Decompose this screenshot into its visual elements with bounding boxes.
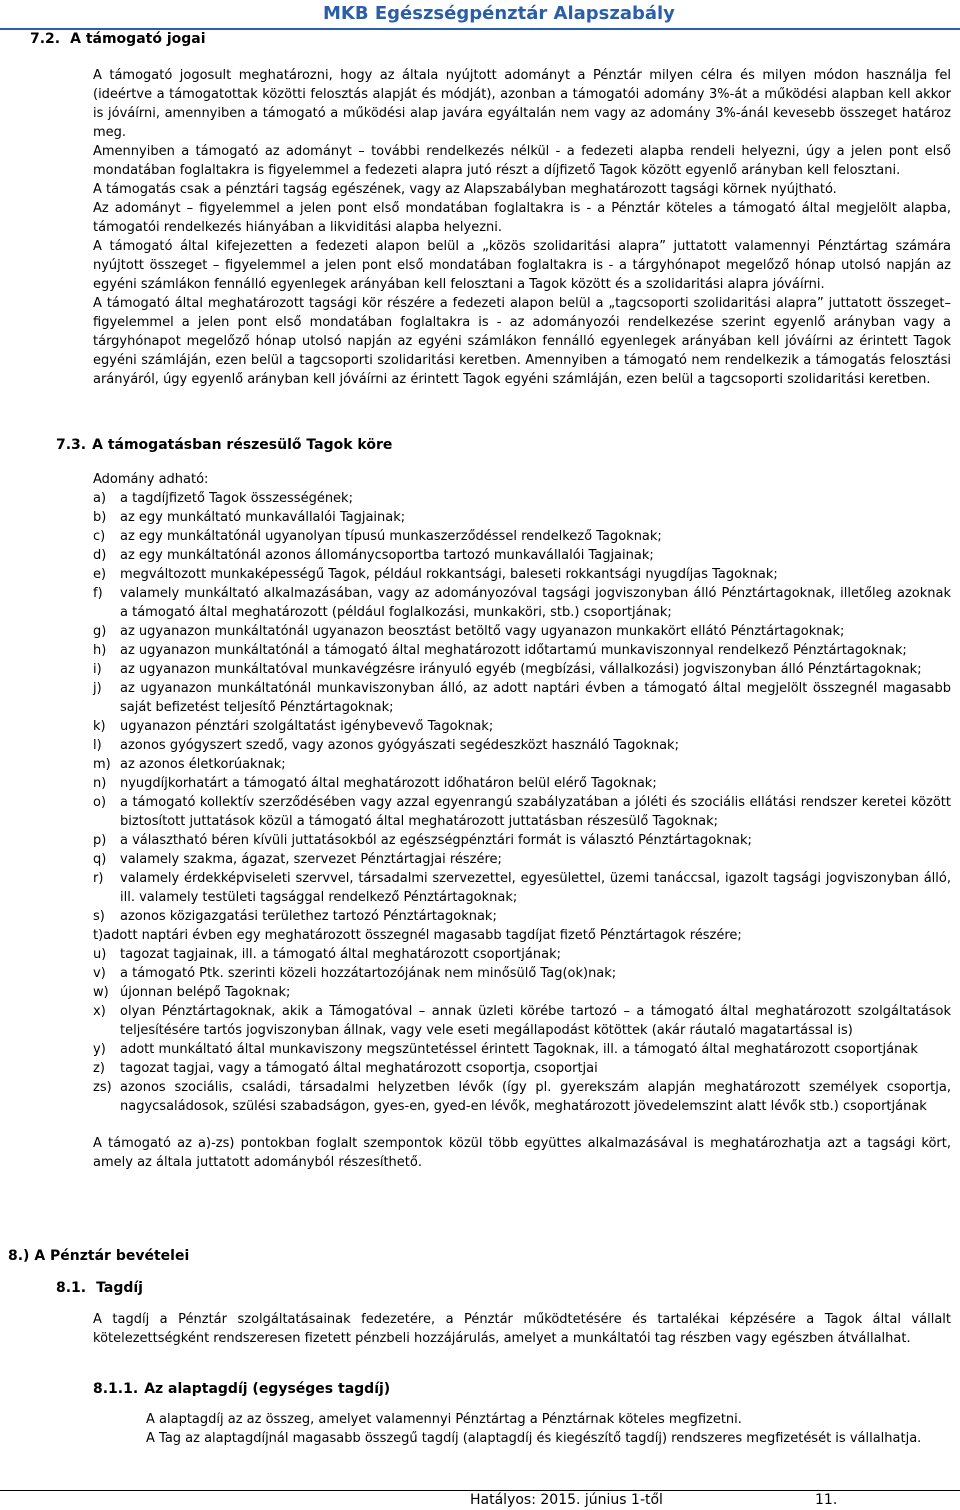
list-item bbox=[93, 546, 951, 565]
paragraph: A támogató jogosult meghatározni, hogy az általa nyújtott adományt a Pénztár milyen célra és milyen módon használja fel (ideértve a támogatottak közötti felosztás alapját és módját), azonban a támogatói adomány 3%-át a működési alapban kell akkor is jóváírni, amennyiben a támogató a működési alap javára egyáltalán nem vagy az adomány 3%-ánál kevesebb összeget határoz meg. bbox=[93, 68, 951, 140]
section-8-1-1-heading bbox=[93, 1380, 390, 1399]
list-item-marker: z) bbox=[93, 1061, 105, 1076]
section-7-3-heading bbox=[56, 436, 392, 455]
list-item bbox=[93, 622, 951, 641]
list-item bbox=[93, 774, 951, 793]
list-item-text: tagozat tagjai, vagy a támogató által meghatározott csoportja, csoportjai bbox=[120, 1061, 598, 1076]
list-item-marker: i) bbox=[93, 662, 102, 677]
list-item bbox=[93, 1040, 951, 1059]
list-item-marker: x) bbox=[93, 1004, 106, 1019]
list-item bbox=[93, 679, 951, 717]
list-item-marker: r) bbox=[93, 871, 104, 886]
list-item-marker: d) bbox=[93, 548, 107, 563]
list-item-text: valamely munkáltató alkalmazásában, vagy az adományozóval tagsági jogviszonyban álló Pénztártagoknak, illetőleg azoknak a támogató által meghatározott (például foglalkozási, munkaköri, stb.) csoportjának; bbox=[120, 586, 951, 620]
section-8-1-1-body bbox=[146, 1410, 951, 1448]
list-item bbox=[93, 983, 951, 1002]
paragraph: Az adományt – figyelemmel a jelen pont első mondatában foglaltakra is - a Pénztár köteles a támogató által megjelölt alapba, támogatói rendelkezés hiányában a likviditási alapba helyezni. bbox=[93, 201, 951, 235]
list-item-marker: e) bbox=[93, 567, 107, 582]
list-item-text: a tagdíjfizető Tagok összességének; bbox=[120, 491, 353, 506]
section-7-2-body bbox=[93, 66, 951, 389]
list-item-marker: b) bbox=[93, 510, 107, 525]
list-item-text: nyugdíjkorhatárt a támogató által meghatározott időhatáron belül elérő Tagoknak; bbox=[120, 776, 657, 791]
list-item-text: t)adott naptári évben egy meghatározott összegnél magasabb tagdíjat fizető Pénztártagok részére; bbox=[93, 928, 742, 943]
list-item-marker: k) bbox=[93, 719, 106, 734]
list-item-text: valamely érdekképviseleti szervvel, társadalmi szervezettel, egyesülettel, üzemi tanáccsal, igazolt tagsági jogviszonyban álló, ill. valamely testületi tagsággal rendelkező Pénztártagoknak; bbox=[120, 871, 951, 905]
list-item bbox=[93, 1059, 951, 1078]
list-summary: A támogató az a)-zs) pontokban foglalt szempontok közül több együttes alkalmazásával is meghatározhatja azt a tagsági kört, amely az általa juttatott adományból részesíthető. bbox=[93, 1136, 951, 1170]
section-number: 7.2. bbox=[30, 31, 61, 47]
paragraph: A támogató által meghatározott tagsági kör részére a fedezeti alapon belül a „tagcsoporti szolidaritási alapra” juttatott összeget– figyelemmel a jelen pont első mondatában foglaltakra is - az adományozói rendelkezése szerint egyenlő arányban vagy a tárgyhónapot megelőző hónap utolsó napján az egyéni számlákon fennálló egyenlegek arányában kell jóváírni az érintett Tagok egyéni számláján, ezen belül a tagcsoporti szolidaritási keretben. Amennyiben a támogató nem rendelkezik a támogatás felosztási arányáról, úgy egyenlő arányban kell jóváírni az érintett Tagok egyéni számláján, ezen belül a tagcsoporti szolidaritási keretben. bbox=[93, 296, 951, 387]
list-item-text: az egy munkáltatónál ugyanolyan típusú munkaszerződéssel rendelkező Tagoknak; bbox=[120, 529, 662, 544]
eligibility-list-block bbox=[93, 470, 951, 1172]
paragraph: Amennyiben a támogató az adományt – további rendelkezés nélkül - a fedezeti alapba rendeli helyezni, úgy a jelen pont első mondatában foglaltakra is figyelemmel a fedezeti alapra jutó részt a díjfizető Tagok között egyenlő arányban kell felosztani. bbox=[93, 144, 951, 178]
list-item bbox=[93, 660, 951, 679]
paragraph: A Tag az alaptagdíjnál magasabb összegű tagdíj (alaptagdíj és kiegészítő tagdíj) rendszeres megfizetését is vállalhatja. bbox=[146, 1431, 922, 1446]
list-item-text: azonos szociális, családi, társadalmi helyzetben lévők (így pl. gyerekszám alapján meghatározott személyek csoportja, nagycsaládosok, szülési szabadságon, gyes-en, gyed-en lévők, meghatározott jövedelemszint alatt lévők stb.) csoportjának bbox=[120, 1080, 951, 1114]
section-number: 7.3. bbox=[56, 437, 87, 453]
list-item-text: azonos gyógyszert szedő, vagy azonos gyógyászati segédeszközt használó Tagoknak; bbox=[120, 738, 679, 753]
list-item-text: adott munkáltató által munkaviszony megszüntetéssel érintett Tagoknak, ill. a támogató által meghatározott csoportjának bbox=[120, 1042, 918, 1057]
section-8-heading: 8.) A Pénztár bevételei bbox=[8, 1248, 190, 1264]
list-item bbox=[93, 1002, 951, 1040]
section-title: Tagdíj bbox=[96, 1280, 143, 1296]
section-title: A támogatásban részesülő Tagok köre bbox=[92, 437, 393, 453]
list-item-text: az ugyanazon munkáltatónál a támogató által meghatározott időtartamú munkaviszonnyal rendelkező Pénztártagoknak; bbox=[120, 643, 907, 658]
list-item-marker: s) bbox=[93, 909, 105, 924]
list-item-text: azonos közigazgatási területhez tartozó Pénztártagoknak; bbox=[120, 909, 497, 924]
list-item-marker: m) bbox=[93, 757, 111, 772]
list-item bbox=[93, 907, 951, 926]
list-item-marker: f) bbox=[93, 586, 103, 601]
list-item-marker: h) bbox=[93, 643, 107, 658]
list-item-text: az egy munkáltató munkavállalói Tagjainak; bbox=[120, 510, 406, 525]
list-item bbox=[93, 527, 951, 546]
list-item bbox=[93, 489, 951, 508]
list-item-text: olyan Pénztártagoknak, akik a Támogatóval – annak üzleti körébe tartozó – a támogató által meghatározott szolgáltatások teljesítésére tartós jogviszonyban állnak, vagy vele eseti megállapodást kötöttek (akár ráutaló magatartással is) bbox=[120, 1004, 951, 1038]
list-item-text: az ugyanazon munkáltatóval munkavégzésre irányuló egyéb (megbízási, vállalkozási) jogviszonyban álló Pénztártagoknak; bbox=[120, 662, 922, 677]
paragraph: A tagdíj a Pénztár szolgáltatásainak fedezetére, a Pénztár működtetésére és tartalékai képzésére a Tagok által vállalt kötelezettségként rendszeresen fizetett pénzbeli hozzájárulás, amelyet a munkáltatói tag részben vagy egészben átvállalhat. bbox=[93, 1312, 951, 1346]
section-7-2-heading bbox=[30, 30, 206, 49]
list-item-text: a támogató kollektív szerződésében vagy azzal egyenrangú szabályzatában a jóléti és szociális ellátási rendszer keretei között biztosított juttatások közül a támogató által meghatározott juttatásban részesülő Tagoknak; bbox=[120, 795, 951, 829]
list-item-marker: c) bbox=[93, 529, 106, 544]
paragraph: A támogatás csak a pénztári tagság egészének, vagy az Alapszabályban meghatározott tagsági körnek nyújtható. bbox=[93, 182, 837, 197]
list-item bbox=[93, 926, 951, 945]
list-item-marker: v) bbox=[93, 966, 106, 981]
list-item-text: az azonos életkorúaknak; bbox=[120, 757, 286, 772]
list-intro: Adomány adható: bbox=[93, 472, 209, 487]
list-item bbox=[93, 736, 951, 755]
list-item bbox=[93, 717, 951, 736]
list-item-text: tagozat tagjainak, ill. a támogató által meghatározott csoportjának; bbox=[120, 947, 561, 962]
section-title: A támogató jogai bbox=[70, 31, 206, 47]
header-rule bbox=[0, 28, 960, 30]
list-item-marker: w) bbox=[93, 985, 109, 1000]
section-number: 8.1.1. bbox=[93, 1381, 139, 1397]
list-item-text: az ugyanazon munkáltatónál munkaviszonyban álló, az adott naptári évben a támogató által megjelölt összegnél magasabb saját befizetést teljesítő Pénztártagoknak; bbox=[120, 681, 951, 715]
list-item-marker: o) bbox=[93, 795, 107, 810]
list-item bbox=[93, 584, 951, 622]
list-item-text: újonnan belépő Tagoknak; bbox=[120, 985, 291, 1000]
list-item bbox=[93, 755, 951, 774]
list-item-marker: j) bbox=[93, 681, 102, 696]
list-item-marker: n) bbox=[93, 776, 107, 791]
list-item bbox=[93, 793, 951, 831]
paragraph: A alaptagdíj az az összeg, amelyet valamennyi Pénztártag a Pénztárnak köteles megfizetni. bbox=[146, 1412, 742, 1427]
list-item bbox=[93, 1078, 951, 1116]
list-item-marker: y) bbox=[93, 1042, 106, 1057]
list-item-marker: q) bbox=[93, 852, 107, 867]
list-item-text: a választható béren kívüli juttatásokból az egészségpénztári formát is választó Pénztártagoknak; bbox=[120, 833, 752, 848]
document-title: MKB Egészségpénztár Alapszabály bbox=[323, 3, 675, 24]
list-item-marker: p) bbox=[93, 833, 107, 848]
list-item-marker: l) bbox=[93, 738, 102, 753]
section-number: 8.1. bbox=[56, 1280, 87, 1296]
list-item bbox=[93, 869, 951, 907]
list-item-text: az egy munkáltatónál azonos állománycsoportba tartozó munkavállalói Tagjainak; bbox=[120, 548, 654, 563]
list-item-text: megváltozott munkaképességű Tagok, például rokkantsági, baleseti rokkantsági nyugdíjas Tagoknak; bbox=[120, 567, 778, 582]
list-item-text: az ugyanazon munkáltatónál ugyanazon beosztást betöltő vagy ugyanazon munkakört ellátó Pénztártagoknak; bbox=[120, 624, 845, 639]
eligibility-list bbox=[93, 489, 951, 1116]
list-item-text: ugyanazon pénztári szolgáltatást igénybevevő Tagoknak; bbox=[120, 719, 494, 734]
list-item-marker: a) bbox=[93, 491, 107, 506]
paragraph: A támogató által kifejezetten a fedezeti alapon belül a „közös szolidaritási alapra” juttatott valamennyi Pénztártag számára nyújtott összeget – figyelemmel a jelen pont első mondatában foglaltakra is - a tárgyhónapot megelőző hónap utolsó napján az egyéni számlákon fennálló egyenlegek arányában kell felosztani a Tagok között és a szolidaritási alapra jóváírni. bbox=[93, 239, 951, 292]
section-8-1-heading bbox=[56, 1279, 143, 1298]
page-number: 11. bbox=[815, 1492, 838, 1508]
list-item-marker: zs) bbox=[93, 1080, 112, 1095]
list-item bbox=[93, 508, 951, 527]
list-item-text: valamely szakma, ágazat, szervezet Pénztártagjai részére; bbox=[120, 852, 502, 867]
list-item bbox=[93, 964, 951, 983]
list-item bbox=[93, 831, 951, 850]
effective-date: Hatályos: 2015. június 1-től bbox=[470, 1492, 663, 1508]
list-item-marker: u) bbox=[93, 947, 107, 962]
list-item bbox=[93, 641, 951, 660]
section-title: Az alaptagdíj (egységes tagdíj) bbox=[144, 1381, 391, 1397]
list-item bbox=[93, 565, 951, 584]
list-item-marker: g) bbox=[93, 624, 107, 639]
list-item bbox=[93, 945, 951, 964]
list-item-text: a támogató Ptk. szerinti közeli hozzátartozójának nem minősülő Tag(ok)nak; bbox=[120, 966, 617, 981]
list-item bbox=[93, 850, 951, 869]
